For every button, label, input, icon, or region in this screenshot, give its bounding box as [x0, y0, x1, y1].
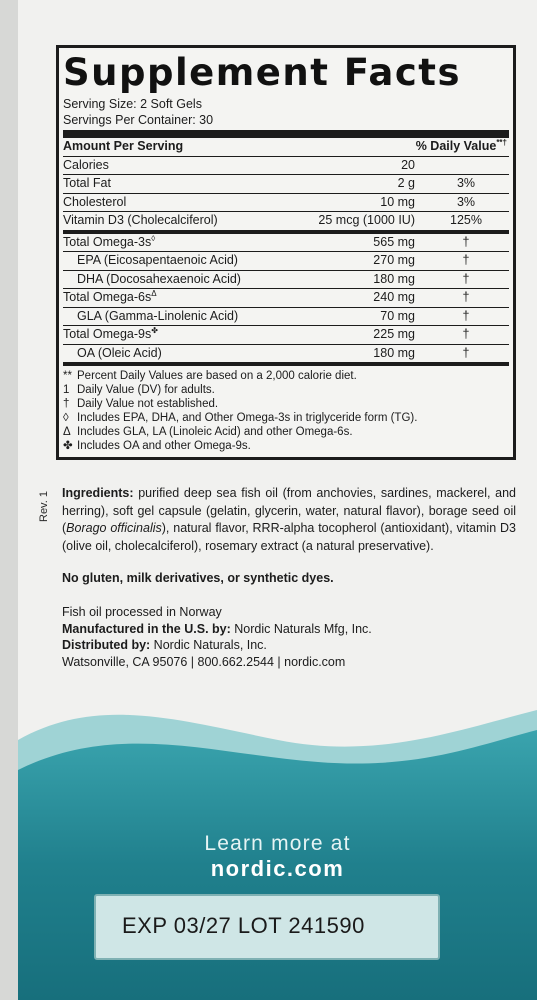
address-line: Watsonville, CA 95076 | 800.662.2544 | nordic.com [62, 654, 346, 669]
nutrient-daily-value [423, 157, 509, 175]
nutrient-daily-value: † [462, 290, 470, 304]
nutrient-row [63, 326, 509, 345]
footnote-text: Daily Value (DV) for adults. [77, 384, 215, 396]
supplement-facts-panel [56, 45, 516, 460]
manufactured-by: Manufactured in the U.S. by: Nordic Naturals Mfg, Inc. [62, 621, 372, 636]
latin-name: Borago officinalis [66, 521, 162, 535]
nutrient-row [63, 234, 509, 253]
footnote-symbol: ◊ [63, 412, 69, 424]
main-nutrient-rows [63, 157, 509, 230]
allergen-statement: No gluten, milk derivatives, or synthetic dyes. [62, 571, 334, 585]
nutrient-name: Vitamin D3 (Cholecalciferol) [63, 213, 218, 227]
footnote-symbol: 1 [63, 384, 70, 396]
nutrient-amount: 25 mcg (1000 IU) [318, 213, 415, 227]
nutrient-row [63, 289, 509, 308]
servings-per-container: Servings Per Container: 30 [63, 113, 214, 127]
nutrient-daily-value: 125% [450, 213, 482, 227]
learn-more-text: Learn more at [204, 832, 351, 855]
nutrient-amount: 180 mg [373, 271, 415, 286]
exp-lot-stamp: EXP 03/27 LOT 241590 [122, 913, 365, 938]
nutrient-amount: 225 mg [373, 327, 415, 341]
revision-label: Rev. 1 [38, 491, 50, 522]
origin-info [62, 604, 516, 670]
nutrient-amount: 180 mg [373, 345, 415, 360]
nutrient-name: Total Omega-9s✤ [63, 325, 158, 341]
nutrient-amount: 70 mg [380, 308, 415, 323]
footnote-symbol: Δ [63, 426, 71, 438]
footnotes [63, 366, 509, 453]
daily-value-label: % Daily Value**† [415, 137, 507, 153]
nutrient-row [63, 252, 509, 271]
facts-header-row [63, 138, 509, 157]
nutrient-row [63, 345, 509, 363]
nutrient-daily-value: † [462, 253, 470, 267]
nutrient-name: Total Omega-3s◊ [63, 233, 156, 249]
nutrient-amount: 10 mg [380, 194, 415, 209]
footnote-symbol: † [63, 398, 70, 410]
revision-wrap [38, 482, 52, 522]
nutrient-amount: 2 g [397, 176, 415, 190]
footnote-symbol: ** [63, 370, 72, 382]
serving-size: Serving Size: 2 Soft Gels [63, 97, 202, 111]
nutrient-daily-value: † [462, 345, 470, 360]
nutrient-name: EPA (Eicosapentaenoic Acid) [77, 253, 238, 267]
nutrient-daily-value: † [462, 271, 470, 286]
footnote [63, 397, 509, 411]
footnote-text: Includes OA and other Omega-9s. [77, 440, 251, 452]
footnote [63, 369, 509, 383]
website-link[interactable]: nordic.com [210, 856, 345, 881]
nutrient-name: Total Fat [63, 176, 111, 190]
footnote [63, 439, 509, 453]
footnote [63, 411, 509, 425]
nutrient-row [63, 308, 509, 327]
nutrient-amount: 240 mg [373, 290, 415, 304]
footnote-symbol: ✤ [63, 440, 73, 452]
footnote-text: Includes GLA, LA (Linoleic Acid) and other Omega-6s. [77, 426, 353, 438]
nutrient-daily-value: † [462, 234, 470, 249]
nutrient-name: OA (Oleic Acid) [77, 345, 162, 360]
nutrient-row [63, 212, 509, 230]
ingredients-text: Ingredients: purified deep sea fish oil (from anchovies, sardines, mackerel, and herring), soft gel capsule (gelatin, glycerin, water, natural flavor), borage seed oil (Borago officinalis), natural flavor, RRR-alpha tocopherol (antioxidant), vitamin D3 (olive oil, cholecalciferol), rosemary extract (a natural preservative). [62, 486, 516, 553]
processed-in: Fish oil processed in Norway [62, 605, 222, 619]
ingredients-label: Ingredients: [62, 486, 134, 500]
nutrient-amount: 565 mg [373, 234, 415, 249]
nutrient-daily-value: 3% [456, 176, 476, 190]
amount-per-serving-label: Amount Per Serving [63, 139, 184, 153]
nutrient-row [63, 194, 509, 213]
nutrient-row [63, 175, 509, 194]
nutrient-name: Cholesterol [63, 194, 127, 209]
footnote-text: Daily Value not established. [77, 398, 219, 410]
nutrient-row [63, 157, 509, 176]
nutrient-name: DHA (Docosahexaenoic Acid) [77, 271, 241, 286]
nutrient-daily-value: 3% [456, 194, 476, 209]
nutrient-daily-value: † [462, 308, 470, 323]
footnote [63, 383, 509, 397]
nutrient-name: GLA (Gamma-Linolenic Acid) [77, 308, 239, 323]
footnote-text: Includes EPA, DHA, and Other Omega-3s in triglyceride form (TG). [77, 412, 418, 424]
nutrient-name: Calories [63, 157, 109, 172]
nutrient-name: Total Omega-$6s^\Delta$ [63, 288, 157, 304]
nutrient-amount: 20 [401, 157, 415, 172]
nutrient-daily-value: † [462, 327, 470, 341]
footnote-text: Percent Daily Values are based on a 2,000 calorie diet. [77, 370, 357, 382]
nutrient-row [63, 271, 509, 290]
facts-title: Supplement Facts [63, 51, 462, 94]
nutrient-amount: 270 mg [373, 253, 415, 267]
omega-rows [63, 234, 509, 363]
footnote [63, 425, 509, 439]
thick-rule [63, 130, 509, 138]
distributed-by: Distributed by: Nordic Naturals, Inc. [62, 638, 267, 652]
